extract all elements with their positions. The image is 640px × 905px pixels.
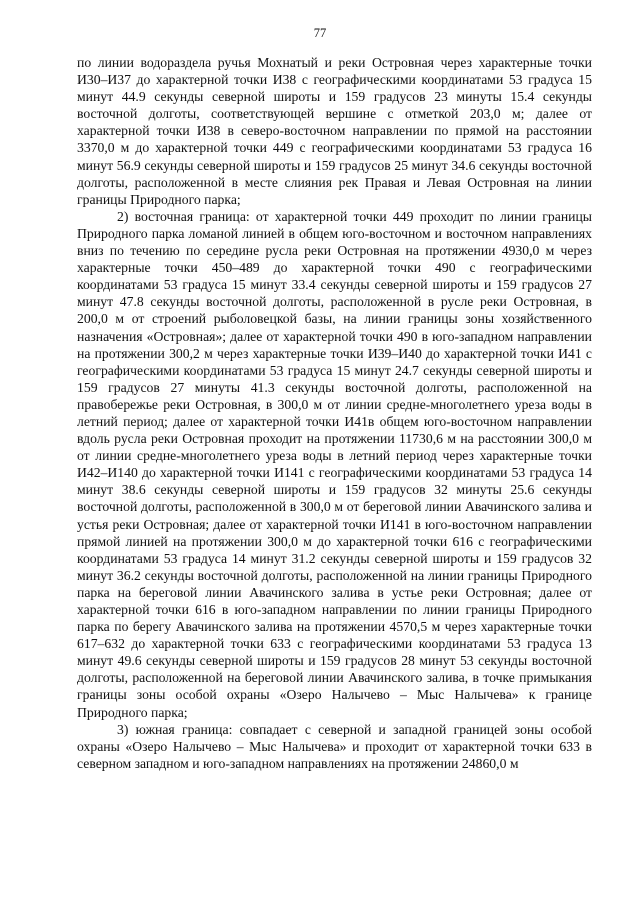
- paragraph-southern-border: 3) южная граница: совпадает с северной и западной границей зоны особой охраны «Озеро Налычево – Мыс Налычева» и проходит от характерной точки 633 в северном западном и юго-западном направлениях на протяжении 24860,0 м: [77, 721, 592, 771]
- page-number: 77: [313, 26, 327, 40]
- document-body: [77, 54, 592, 772]
- paragraph-eastern-border: 2) восточная граница: от характерной точки 449 проходит по линии границы Природного парка ломаной линией в общем юго-восточном и восточном направлениях вниз по течению по середине русла реки Островная на протяжении 4930,0 м через характерные точки 450–489 до характерной точки 490 с географическими координатами 53 градуса 15 минут 33.4 секунды северной широты и 159 градусов 27 минут 47.8 секунды восточной долготы, расположенной в русле реки Островная, в 200,0 м от строений рыболовецкой базы, на линии границы зоны хозяйственного назначения «Островная»; далее от характерной точки 490 в юго-западном направлении на протяжении 300,2 м через характерные точки И39–И40 до характерной точки И41 с географическими координатами 53 градуса 15 минут 24.7 секунды северной широты и 159 градусов 27 минуты 41.3 секунды восточной долготы, расположенной на правобережье реки Островная, в 300,0 м от линии средне-многолетнего уреза воды в летний период; далее от характерной точки И41в общем юго-восточном направлении вдоль русла реки Островная проходит на протяжении 11730,6 м на расстоянии 300,0 м от линии средне-многолетнего уреза воды в летний период через характерные точки И42–И140 до характерной точки И141 с географическими координатами 53 градуса 14 минут 38.6 секунды северной широты и 159 градусов 32 минуты 25.6 секунды восточной долготы, расположенной в 300,0 м от береговой линии Авачинского залива и устья реки Островная; далее от характерной точки И141 в юго-восточном направлении прямой линией на протяжении 300,0 м до характерной точки 616 с географическими координатами 53 градуса 14 минут 31.2 секунды северной широты и 159 градусов 32 минут 36.2 секунды восточной долготы, расположенной на линии границы Природного парка на береговой линии Авачинского залива в устье реки Островная; далее от характерной точки 616 в юго-западном направлении по линии границы Природного парка по берегу Авачинского залива на протяжении 4570,5 м через характерные точки 617–632 до характерной точки 633 с географическими координатами 53 градуса 13 минут 49.6 секунды северной широты и 159 градусов 28 минут 53 секунды восточной долготы, расположенной на береговой линии Авачинского залива, в точке примыкания границы зоны особой охраны «Озеро Налычево – Мыс Налычева» к границе Природного парка;: [77, 208, 592, 720]
- paragraph-western-border-continuation: по линии водораздела ручья Мохнатый и реки Островная через характерные точки И30–И37 до характерной точки И38 с географическими координатами 53 градуса 15 минут 44.9 секунды северной широты и 159 градусов 23 минуты 15.4 секунды восточной долготы, соответствующей вершине с отметкой 203,0 м; далее от характерной точки И38 в северо-восточном направлении по прямой на расстоянии 3370,0 м до характерной точки 449 с географическими координатами 53 градуса 16 минут 56.9 секунды северной широты и 159 градусов 25 минут 34.6 секунды восточной долготы, расположенной в месте слияния рек Правая и Левая Островная на линии границы Природного парка;: [77, 55, 592, 207]
